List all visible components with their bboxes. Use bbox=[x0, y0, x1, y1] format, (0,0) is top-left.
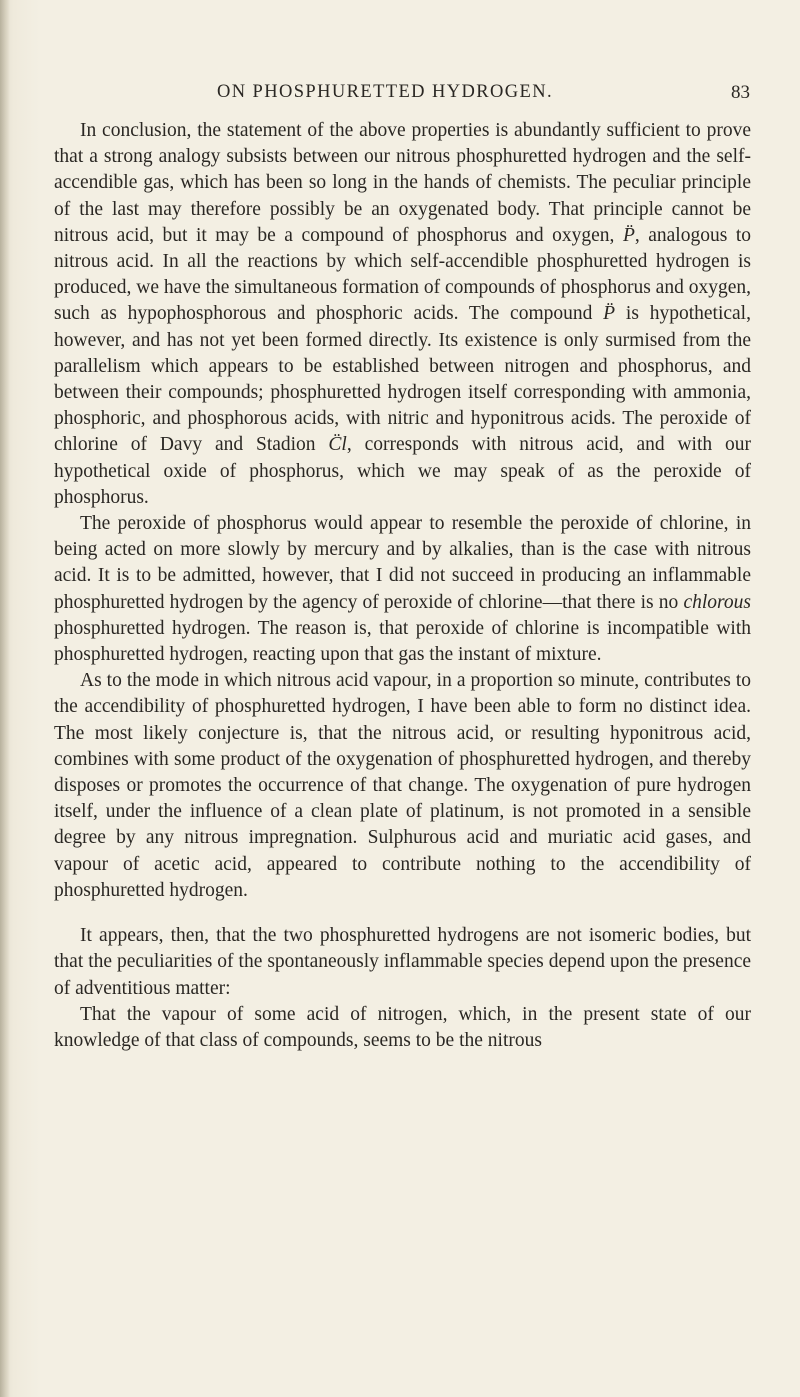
binding-edge bbox=[0, 0, 10, 1397]
text-segment: In conclusion, the statement of the above properties is abundantly sufficient to prove that a strong analogy subsists between our nitrous phosphuretted hydrogen and the self-accendible gas, which has been so long in the hands of chemists. The peculiar principle of the last may therefore possibly be an oxygenated body. That principle cannot be nitrous acid, but it may be a compound of phosphorus and oxygen, bbox=[54, 120, 751, 246]
paragraph bbox=[54, 668, 751, 904]
paragraph bbox=[54, 1002, 751, 1054]
page-number: 83 bbox=[731, 82, 750, 103]
paragraph bbox=[54, 118, 751, 511]
italic-term: C̈l bbox=[328, 434, 347, 456]
text-segment: It appears, then, that the two phosphuretted hydrogens are not isomeric bodies, but that the peculiarities of the spontaneously inflammable species depend upon the presence of adventitious matter: bbox=[54, 925, 751, 999]
body-text bbox=[54, 118, 751, 1054]
text-segment: As to the mode in which nitrous acid vapour, in a proportion so minute, contributes to the accendibility of phosphuretted hydrogen, I have been able to form no distinct idea. The most likely conjecture is, that the nitrous acid, or resulting hyponitrous acid, combines with some product of the oxygenation of phosphuretted hydrogen, and thereby disposes or promotes the occurrence of that change. The oxygenation of pure hydrogen itself, under the influence of a clean plate of platinum, is not promoted in a sensible degree by any nitrous impregnation. Sulphurous acid and muriatic acid gases, and vapour of acetic acid, appeared to contribute nothing to the accendibility of phosphuretted hydrogen. bbox=[54, 670, 751, 901]
text-segment: , corresponds with nitrous acid, and with our hypothetical oxide of phosphorus, which we may speak of as the peroxide of phosphorus. bbox=[54, 434, 751, 508]
paragraph bbox=[54, 511, 751, 668]
italic-term: P̈ bbox=[603, 303, 616, 325]
running-head: ON PHOSPHURETTED HYDROGEN. bbox=[216, 82, 553, 102]
text-segment: , analogous to nitrous acid. In all the reactions by which self-accendible phosphuretted hydrogen is produced, we have the simultaneous formation of compounds of phosphorus and oxygen, such as hypophosphorous and phosphoric acids. The compound bbox=[54, 224, 751, 325]
paragraph bbox=[54, 923, 751, 1002]
text-segment: phosphuretted hydrogen. The reason is, that peroxide of chlorine is incompatible with phosphuretted hydrogen, reacting upon that gas the instant of mixture. bbox=[54, 617, 751, 666]
text-segment: That the vapour of some acid of nitrogen, which, in the present state of our knowledge of that class of compounds, seems to be the nitrous bbox=[54, 1003, 751, 1051]
italic-term: chlorous bbox=[683, 591, 751, 613]
text-segment: The peroxide of phosphorus would appear to resemble the peroxide of chlorine, in being acted on more slowly by mercury and by alkalies, than is the case with nitrous acid. It is to be admitted, however, that I did not succeed in producing an inflammable phosphuretted hydrogen by the agency of peroxide of chlorine—that there is no bbox=[54, 513, 751, 613]
italic-term: P̈ bbox=[622, 224, 635, 246]
text-segment: is hypothetical, however, and has not yet been formed directly. Its existence is only surmised from the parallelism which appears to be established between nitrogen and phosphorus, and between their compounds; phosphuretted hydrogen itself corresponding with ammonia, phosphoric, and phosphorous acids, with nitric and hyponitrous acids. The peroxide of chlorine of Davy and Stadion bbox=[54, 303, 751, 456]
